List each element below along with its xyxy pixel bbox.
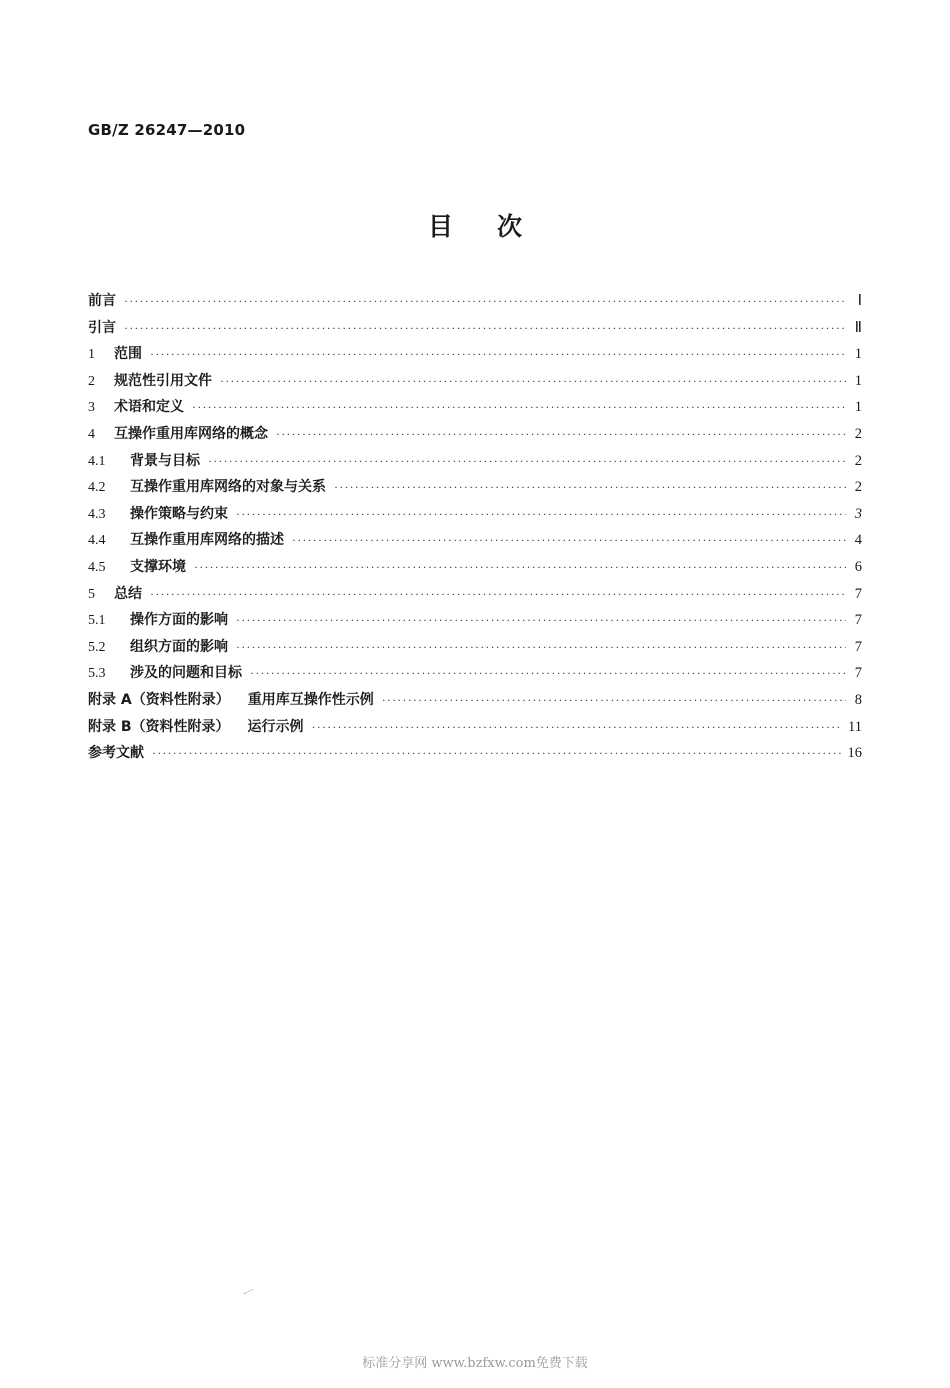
toc-entry-number: 1 bbox=[88, 347, 95, 363]
toc-entry-title: 操作方面的影响 bbox=[130, 612, 228, 629]
toc-entry-page-number: 6 bbox=[854, 558, 862, 575]
toc-entry[interactable] bbox=[88, 689, 862, 716]
toc-leader-dots bbox=[276, 427, 846, 442]
toc-entry-title: 规范性引用文件 bbox=[114, 372, 212, 389]
toc-entry-title: 背景与目标 bbox=[130, 452, 200, 469]
toc-entry-title: 涉及的问题和目标 bbox=[130, 665, 242, 682]
toc-entry-title: 操作策略与约束 bbox=[130, 505, 228, 522]
toc-leader-dots bbox=[124, 321, 846, 336]
toc-entry[interactable] bbox=[88, 716, 862, 743]
toc-entry-page-number: 2 bbox=[854, 425, 862, 442]
toc-entry-page-number: 4 bbox=[854, 532, 862, 549]
standard-code: GB/Z 26247—2010 bbox=[88, 121, 246, 139]
toc-entry[interactable] bbox=[88, 556, 862, 583]
toc-leader-dots bbox=[152, 746, 842, 761]
toc-entry-number: 4 bbox=[88, 426, 95, 442]
toc-entry[interactable] bbox=[88, 450, 862, 477]
toc-entry-page-number: 7 bbox=[854, 638, 862, 655]
toc-leader-dots bbox=[236, 507, 846, 522]
toc-entry-title: 互操作重用库网络的描述 bbox=[130, 532, 284, 549]
toc-entry[interactable] bbox=[88, 742, 862, 769]
toc-entry-page-number: 3 bbox=[854, 505, 862, 522]
toc-entry-number: 4.5 bbox=[88, 559, 106, 575]
toc-entry[interactable] bbox=[88, 583, 862, 610]
footer-watermark: 标准分享网 www.bzfxw.com免费下载 bbox=[362, 1356, 588, 1371]
toc-entry-number: 5 bbox=[88, 586, 95, 602]
toc-entry-number: 5.2 bbox=[88, 639, 106, 655]
toc-leader-dots bbox=[194, 560, 846, 575]
toc-entry-page-number: 1 bbox=[854, 346, 862, 363]
toc-entry[interactable] bbox=[88, 290, 862, 317]
toc-entry-title: 前言 bbox=[88, 293, 116, 309]
toc-entry[interactable] bbox=[88, 317, 862, 344]
toc-leader-dots bbox=[150, 587, 846, 602]
toc-leader-dots bbox=[192, 400, 846, 415]
toc-entry-title: 互操作重用库网络的概念 bbox=[114, 425, 268, 442]
toc-leader-dots bbox=[334, 480, 846, 495]
toc-entry-title: 总结 bbox=[114, 585, 142, 602]
toc-entry-page-number: 2 bbox=[854, 479, 862, 496]
toc-entry-number: 5.3 bbox=[88, 666, 106, 682]
toc-entry-page-number: 7 bbox=[854, 585, 862, 602]
toc-entry-title: 运行示例 bbox=[247, 718, 304, 735]
toc-leader-dots bbox=[312, 720, 842, 735]
toc-entry-page-number: Ⅰ bbox=[857, 293, 862, 309]
toc-entry-page-number: 1 bbox=[854, 399, 862, 416]
toc-leader-dots bbox=[124, 294, 846, 309]
toc-entry-page-number: 8 bbox=[854, 691, 862, 708]
toc-entry[interactable] bbox=[88, 396, 862, 423]
toc-entry-appendix-label: 附录 B（资料性附录） bbox=[88, 718, 230, 735]
toc-entry[interactable] bbox=[88, 662, 862, 689]
toc-entry-title: 支撑环境 bbox=[130, 558, 186, 575]
toc-leader-dots bbox=[236, 613, 846, 628]
toc-leader-dots bbox=[250, 666, 846, 681]
toc-entry-number: 5.1 bbox=[88, 613, 106, 629]
toc-leader-dots bbox=[236, 640, 846, 655]
toc-entry-appendix-label: 附录 A（资料性附录） bbox=[88, 691, 230, 708]
toc-entry[interactable] bbox=[88, 636, 862, 663]
table-of-contents bbox=[88, 290, 862, 769]
toc-entry-title: 互操作重用库网络的对象与关系 bbox=[130, 479, 326, 496]
toc-entry[interactable] bbox=[88, 609, 862, 636]
toc-entry-page-number: 2 bbox=[854, 452, 862, 469]
toc-entry-number: 4.3 bbox=[88, 506, 106, 522]
toc-entry-title: 引言 bbox=[88, 319, 116, 336]
toc-entry-title: 重用库互操作性示例 bbox=[247, 691, 374, 708]
toc-entry-page-number: 11 bbox=[848, 718, 862, 735]
scan-speck bbox=[244, 1289, 255, 1297]
toc-entry-number: 4.1 bbox=[88, 453, 106, 469]
toc-leader-dots bbox=[150, 347, 846, 362]
toc-entry[interactable] bbox=[88, 529, 862, 556]
toc-entry-title: 组织方面的影响 bbox=[130, 638, 228, 655]
toc-title: 目次 bbox=[427, 212, 566, 241]
toc-entry[interactable] bbox=[88, 343, 862, 370]
toc-entry-title: 范围 bbox=[114, 346, 142, 363]
toc-entry-title: 术语和定义 bbox=[114, 399, 184, 416]
toc-leader-dots bbox=[220, 374, 846, 389]
toc-entry-number: 3 bbox=[88, 400, 95, 416]
toc-entry[interactable] bbox=[88, 503, 862, 530]
toc-entry-title: 参考文献 bbox=[88, 745, 144, 762]
toc-entry-page-number: Ⅱ bbox=[854, 319, 862, 336]
toc-entry-page-number: 7 bbox=[854, 612, 862, 629]
toc-leader-dots bbox=[208, 454, 846, 469]
toc-entry-page-number: 1 bbox=[854, 372, 862, 389]
toc-entry[interactable] bbox=[88, 476, 862, 503]
toc-leader-dots bbox=[382, 693, 846, 708]
toc-entry-number: 2 bbox=[88, 373, 95, 389]
toc-entry[interactable] bbox=[88, 370, 862, 397]
toc-leader-dots bbox=[292, 533, 846, 548]
toc-entry-number: 4.4 bbox=[88, 533, 106, 549]
toc-entry-page-number: 7 bbox=[854, 665, 862, 682]
toc-entry-number: 4.2 bbox=[88, 480, 106, 496]
toc-entry-page-number: 16 bbox=[847, 745, 862, 762]
toc-entry[interactable] bbox=[88, 423, 862, 450]
